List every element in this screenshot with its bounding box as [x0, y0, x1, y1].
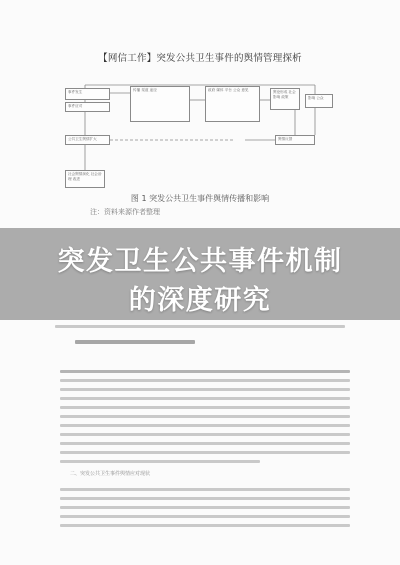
text-line	[55, 325, 345, 328]
diagram-box-event: 事件发生	[65, 88, 110, 100]
document-title: 【网信工作】突发公共卫生事件的舆情管理探析	[98, 53, 302, 64]
text-line	[60, 442, 350, 445]
diagram-box-channels: 传播 渠道 途径	[130, 86, 190, 122]
text-line	[60, 460, 260, 463]
figure-note: 注：资料来源作者整理	[90, 208, 160, 216]
text-line	[60, 433, 350, 436]
text-line	[60, 415, 350, 418]
text-line	[60, 524, 350, 527]
diagram-box-governance: 社会舆情演化 社会治理 改进	[65, 170, 105, 188]
subheading-line	[75, 340, 195, 344]
text-line	[60, 506, 350, 509]
section-heading: 二、突发公共卫生事件舆情应对现状	[70, 471, 151, 477]
banner-title-line-2: 的深度研究	[128, 285, 272, 316]
diagram-box-impact: 影响 公众	[305, 94, 333, 108]
text-line	[60, 515, 350, 518]
diagram-box-opinion: 舆论形成 社会影响 政策	[270, 88, 300, 110]
diagram-box-feedback: 舆情反馈	[275, 135, 315, 145]
diagram-box-actors: 政府 媒体 平台 公众 意见	[205, 86, 260, 122]
text-line	[60, 451, 350, 454]
text-line	[60, 388, 350, 391]
text-line	[60, 397, 350, 400]
text-line	[60, 497, 350, 500]
diagram-box-spread: 公共卫生舆情扩大	[65, 135, 110, 145]
text-line	[60, 379, 350, 382]
banner-title-line-1: 突发卫生公共事件机制	[57, 246, 343, 277]
figure-caption: 图 1 突发公共卫生事件舆情传播和影响	[130, 194, 270, 203]
text-line	[60, 488, 350, 491]
text-line	[60, 424, 350, 427]
text-line	[60, 370, 350, 373]
diagram-box-response: 事件应对	[65, 102, 110, 112]
text-line	[60, 406, 350, 409]
